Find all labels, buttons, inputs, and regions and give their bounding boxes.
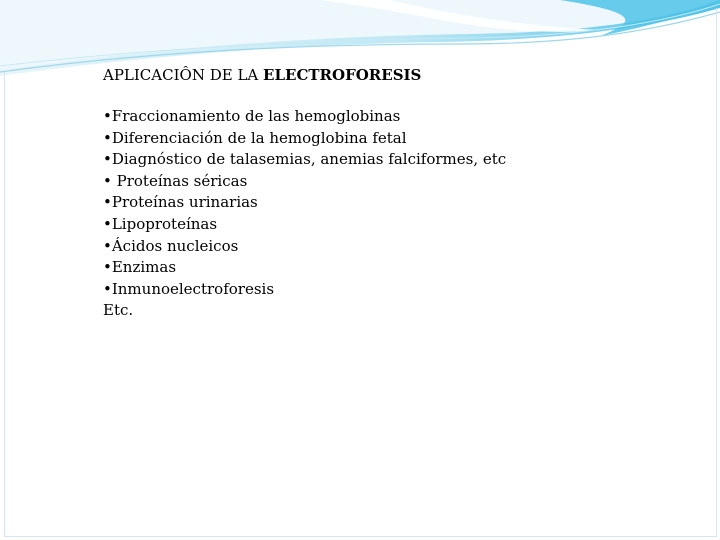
list-item: Etc. [103,301,134,320]
list-item: • Proteínas séricas [103,171,248,190]
bottom-frame-line [4,536,717,537]
slide-content [103,64,683,322]
list-item: •Proteínas urinarias [103,193,258,212]
slide-title-prefix: APLICACIÔN DE LA [103,66,264,84]
list-item: •Inmunoelectroforesis [103,279,275,298]
list-item: •Diagnóstico de talasemias, anemias falciformes, etc [103,150,507,169]
applications-list [103,106,683,322]
list-item: •Fraccionamiento de las hemoglobinas [103,107,401,125]
list-item: •Enzimas [103,258,177,277]
slide-title-emphasis: ELECTROFORESIS [263,66,422,84]
list-item: •Diferenciación de la hemoglobina fetal [103,128,407,147]
left-frame-line [4,72,5,536]
right-frame-line [716,8,717,536]
list-item: •Ácidos nucleicos [103,236,239,255]
list-item: •Lipoproteínas [103,214,218,233]
slide-title [103,64,683,86]
